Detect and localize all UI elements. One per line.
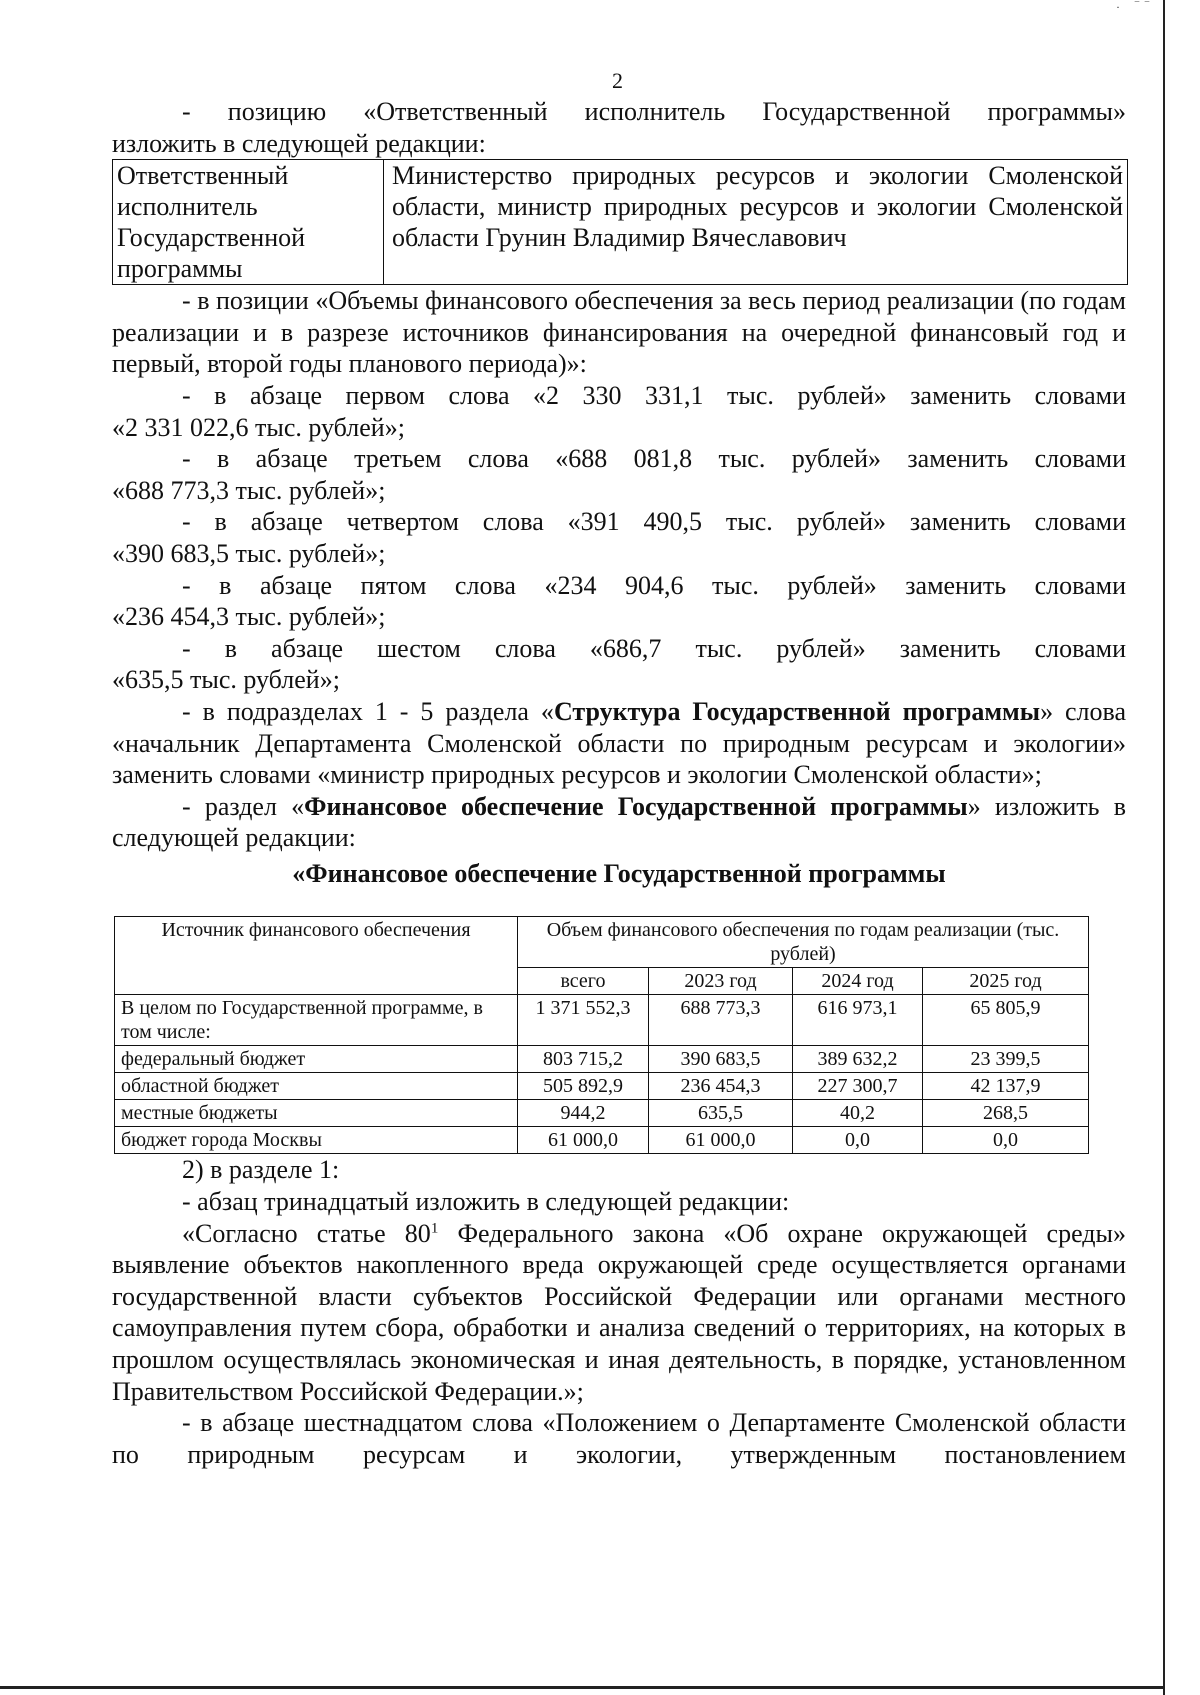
responsible-value-cell: Министерство природных ресурсов и экологии Смоленской области, министр природных ресурсов и экологии Смоленской области Грунин Владимир Вячеславович [384, 160, 1128, 285]
row-value: 616 973,1 [793, 995, 923, 1046]
row-source: областной бюджет [115, 1073, 518, 1100]
responsible-label-line: Государственной [117, 223, 306, 253]
row-source: федеральный бюджет [115, 1046, 518, 1073]
intro-line-1: - позицию «Ответственный исполнитель Государственной программы» [182, 97, 1126, 126]
volume-header: Объем финансового обеспечения по годам реализации (тыс. рублей) [518, 917, 1089, 968]
row-value: 635,5 [649, 1100, 793, 1127]
year-header: 2024 год [793, 968, 923, 995]
replacement-2-line2: «688 773,3 тыс. рублей»; [112, 475, 386, 505]
row-value: 389 632,2 [793, 1046, 923, 1073]
structure-text-after: » слова «начальник Департамента Смоленской области по природным ресурсам и экологии» заменить словами «министр природных ресурсов и экологии Смоленской области»; [112, 696, 1127, 790]
row-value: 390 683,5 [649, 1046, 793, 1073]
responsible-label-line: исполнитель [117, 192, 258, 222]
last-paragraph: - в абзаце шестнадцатом слова «Положением о Департаменте Смоленской области по природным ресурсам и экологии, утвержденным постановлением [112, 1408, 1126, 1469]
row-value: 23 399,5 [923, 1046, 1089, 1073]
responsible-label-cell [113, 160, 384, 285]
quote-paragraph [112, 1218, 1126, 1408]
quote-text-after: Федерального закона «Об охране окружающей среды» выявление объектов накопленного вреда окружающей среде осуществляется органами государственной власти субъектов Российской Федерации или органами местного самоуправления путем сбора, обработки и анализа сведений о территориях, на которых в прошлом осуществлялась экономическая и иная деятельность, в порядке, установленном Правительством Российской Федерации.»; [112, 1218, 1126, 1406]
replacement-4-line1: - в абзаце пятом слова «234 904,6 тыс. рублей» заменить словами [182, 570, 1126, 600]
row-value: 40,2 [793, 1100, 923, 1127]
year-header: 2025 год [923, 968, 1089, 995]
table-row [115, 995, 1089, 1046]
row-value: 61 000,0 [649, 1127, 793, 1154]
row-value: 65 805,9 [923, 995, 1089, 1046]
row-value: 0,0 [923, 1127, 1089, 1154]
replacement-5-line2: «635,5 тыс. рублей»; [112, 665, 340, 695]
table-row [115, 1127, 1089, 1154]
replacement-3-line2: «390 683,5 тыс. рублей»; [112, 538, 386, 568]
replacement-2-line1: - в абзаце третьем слова «688 081,8 тыс. рублей» заменить словами [182, 444, 1126, 474]
finance-heading: «Финансовое обеспечение Государственной программы [292, 858, 946, 888]
year-header: всего [518, 968, 649, 995]
replacement-4-line2: «236 454,3 тыс. рублей»; [112, 602, 386, 632]
intro-line-2: изложить в следующей редакции: [112, 128, 486, 158]
responsible-label-line: Ответственный [117, 161, 289, 191]
table-row [115, 1046, 1089, 1073]
row-value: 227 300,7 [793, 1073, 923, 1100]
volumes-paragraph: - в позиции «Объемы финансового обеспечения за весь период реализации (по годам реализации и в разрезе источников финансирования на очередной финансовый год и первый, второй годы планового периода)»: [112, 286, 1126, 379]
replacement-1-line1: - в абзаце первом слова «2 330 331,1 тыс. рублей» заменить словами [182, 380, 1126, 410]
replacement-1-line2: «2 331 022,6 тыс. рублей»; [112, 412, 405, 442]
finance-table [114, 916, 1089, 1154]
source-header: Источник финансового обеспечения [115, 917, 518, 995]
row-value: 268,5 [923, 1100, 1089, 1127]
quote-superscript: 1 [430, 1220, 439, 1236]
replacement-3-line1: - в абзаце четвертом слова «391 490,5 тыс. рублей» заменить словами [182, 507, 1126, 537]
document-body [112, 96, 1126, 1470]
row-source: местные бюджеты [115, 1100, 518, 1127]
row-value: 1 371 552,3 [518, 995, 649, 1046]
structure-paragraph [112, 696, 1126, 791]
row-value: 803 715,2 [518, 1046, 649, 1073]
row-value: 505 892,9 [518, 1073, 649, 1100]
responsible-label-line: программы [117, 254, 243, 284]
finance-bold-title: Финансовое обеспечение Государственной программы [304, 791, 968, 821]
row-value: 944,2 [518, 1100, 649, 1127]
abzac13-intro: - абзац тринадцатый изложить в следующей редакции: [182, 1187, 790, 1217]
row-source: бюджет города Москвы [115, 1127, 518, 1154]
structure-bold-title: Структура Государственной программы [553, 696, 1041, 726]
replacement-5-line1: - в абзаце шестом слова «686,7 тыс. рублей» заменить словами [182, 633, 1126, 663]
table-row [115, 1100, 1089, 1127]
finance-paragraph [112, 791, 1126, 854]
quote-text-before: «Согласно статье 80 [182, 1218, 431, 1248]
row-source: В целом по Государственной программе, в том числе: [115, 995, 518, 1046]
row-value: 236 454,3 [649, 1073, 793, 1100]
section1-item: 2) в разделе 1: [182, 1155, 340, 1185]
page-number: 2 [612, 68, 623, 93]
row-value: 688 773,3 [649, 995, 793, 1046]
row-value: 0,0 [793, 1127, 923, 1154]
structure-text-before: - в подразделах 1 - 5 раздела « [182, 696, 554, 726]
row-value: 61 000,0 [518, 1127, 649, 1154]
row-value: 42 137,9 [923, 1073, 1089, 1100]
year-header: 2023 год [649, 968, 793, 995]
responsible-table [112, 159, 1128, 285]
scan-marks: · ‾‾ [1116, 0, 1155, 14]
scan-edge-right [1163, 0, 1165, 1695]
table-row [115, 1073, 1089, 1100]
scan-edge-bottom [0, 1686, 1165, 1689]
finance-text-after: » изложить в следующей редакции: [112, 791, 1127, 853]
finance-text-before: - раздел « [182, 791, 305, 821]
